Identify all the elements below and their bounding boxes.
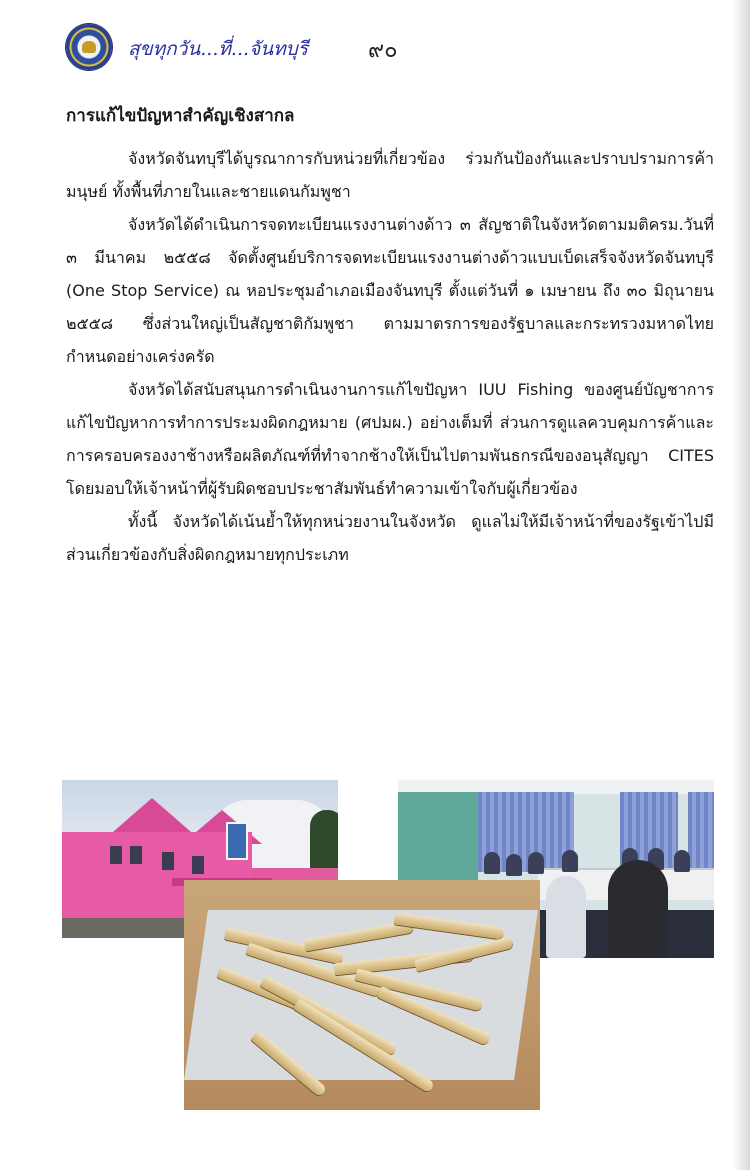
attendee xyxy=(546,876,586,958)
attendee xyxy=(484,852,500,874)
building-window xyxy=(192,856,204,874)
curtain xyxy=(688,792,714,872)
building-window xyxy=(130,846,142,864)
paragraph: จังหวัดได้สนับสนุนการดำเนินงานการแก้ไขปัญหา IUU Fishing ของศูนย์บัญชาการแก้ไขปัญหาการทำการประมงผิดกฎหมาย (ศปมผ.) อย่างเต็มที่ ส่วนการดูแลควบคุมการค้าและการครอบครองงาช้างหรือผลิตภัณฑ์ที่ทำจากช้างให้เป็นไปตามพันธกรณีของอนุสัญญา CITES โดยมอบให้เจ้าหน้าที่ผู้รับผิดชอบประชาสัมพันธ์ทำความเข้าใจกับผู้เกี่ยวข้อง xyxy=(66,380,714,498)
attendee xyxy=(528,852,544,874)
page-edge-shadow xyxy=(732,0,750,1170)
page-header xyxy=(66,24,686,72)
attendee xyxy=(674,850,690,872)
seal-emblem xyxy=(82,41,96,53)
paragraph: จังหวัดได้ดำเนินการจดทะเบียนแรงงานต่างด้าว ๓ สัญชาติในจังหวัดตามมติครม.วันที่ ๓ มีนาคม ๒๕๕๘ จัดตั้งศูนย์บริการจดทะเบียนแรงงานต่างด้าวแบบเบ็ดเสร็จจังหวัดจันทบุรี (One Stop Service) ณ หอประชุมอำเภอเมืองจันทบุรี ตั้งแต่วันที่ ๑ เมษายน ถึง ๓๐ มิถุนายน ๒๕๕๘ ซึ่งส่วนใหญ่เป็นสัญชาติกัมพูชา ตามมาตรการของรัฐบาลและกระทรวงมหาดไทยกำหนดอย่างเคร่งครัด xyxy=(66,215,714,366)
header-title: สุขทุกวัน...ที่...จันทบุรี xyxy=(128,38,308,60)
attendee xyxy=(562,850,578,872)
body-text xyxy=(66,142,714,571)
ivory-photo xyxy=(184,880,540,1110)
paragraph: จังหวัดจันทบุรีได้บูรณาการกับหน่วยที่เกี่ยวข้อง ร่วมกันป้องกันและปราบปรามการค้ามนุษย์ ทั้งพื้นที่ภายในและชายแดนกัมพูชา xyxy=(66,149,714,201)
attendee xyxy=(608,860,668,958)
page-number: ๙๐ xyxy=(368,38,398,63)
paragraph: ทั้งนี้ จังหวัดได้เน้นย้ำให้ทุกหน่วยงานในจังหวัด ดูแลไม่ให้มีเจ้าหน้าที่ของรัฐเข้าไปมีส่วนเกี่ยวข้องกับสิ่งผิดกฎหมายทุกประเภท xyxy=(66,512,714,564)
section-heading: การแก้ไขปัญหาสำคัญเชิงสากล xyxy=(66,106,295,126)
portrait-sign xyxy=(226,822,248,860)
building-window xyxy=(110,846,122,864)
building-window xyxy=(162,852,174,870)
provincial-seal-icon xyxy=(66,24,112,70)
attendee xyxy=(506,854,522,876)
